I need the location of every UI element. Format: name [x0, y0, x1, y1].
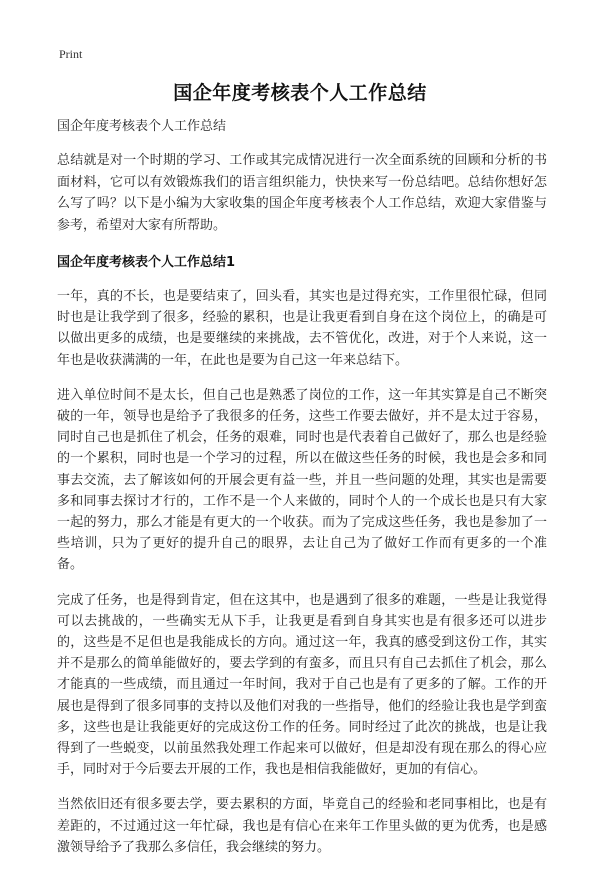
body-paragraph-2: 进入单位时间不是太长，但自己也是熟悉了岗位的工作，这一年其实算是自己不断突破的一年，领导也是给予了我很多的任务，这些工作要去做好，并不是太过于容易，同时自己也是抓住了机会，任务的艰难，同时也是代表着自己做好了，那么也是经验的一个累积，同时也是一个学习的过程，所以在做这些任务的时候，我也是会多和同事去交流，去了解该如何的开展会更有益一些，并且一些问题的处理，其实也是需要多和同事去探讨才行的，工作不是一个人来做的，同时个人的一个成长也是只有大家一起的努力，那么才能是有更大的一个收获。而为了完成这些任务，我也是参加了一些培训，只为了更好的提升自己的眼界，去让自己为了做好工作而有更多的一个准备。	[57, 387, 547, 573]
document-subtitle: 国企年度考核表个人工作总结	[57, 119, 227, 134]
body-paragraph-3: 完成了任务，也是得到肯定，但在这其中，也是遇到了很多的难题，一些是让我觉得可以去挑战的，一些确实无从下手，让我更是看到自身其实也是有很多还可以进步的，这些是不足但也是我能成长的方向。通过这一年，我真的感受到这份工作，其实并不是那么的简单能做好的，要去学到的有蛮多，而且只有自己去抓住了机会，那么才能真的一些成绩，而且通过一年时间，我对于自己也是有了更多的了解。工作的开展也是得到了很多同事的支持以及他们对我的一些指导，他们的经验让我也是学到蛮多，这些也是让我能更好的完成这份工作的任务。同时经过了此次的挑战，也是让我得到了一些蜕变，以前虽然我处理工作起来可以做好，但是却没有现在那么的得心应手，同时对于今后要去开展的工作，我也是相信我能做好，更加的有信心。	[57, 592, 547, 778]
body-paragraph-1: 一年，真的不长，也是要结束了，回头看，其实也是过得充实，工作里很忙碌，但同时也是让我学到了很多，经验的累积，也是让我更看到自身在这个岗位上，的确是可以做出更多的成绩，也是要继续的来挑战，去不管优化，改进，对于个人来说，这一年也是收获满满的一年，在此也是要为自己这一年来总结下。	[57, 289, 547, 368]
document-title: 国企年度考核表个人工作总结	[173, 82, 427, 104]
intro-paragraph: 总结就是对一个时期的学习、工作或其完成情况进行一次全面系统的回顾和分析的书面材料，它可以有效锻炼我们的语言组织能力，快快来写一份总结吧。总结你想好怎么写了吗？以下是小编为大家收集的国企年度考核表个人工作总结，欢迎大家借鉴与参考，希望对大家有所帮助。	[57, 153, 547, 233]
print-link[interactable]: Print	[59, 47, 83, 61]
document-body	[57, 118, 547, 872]
body-paragraph-4: 当然依旧还有很多要去学，要去累积的方面，毕竟自己的经验和老同事相比，也是有差距的，不过通过这一年忙碌，我也是有信心在来年工作里头做的更为优秀，也是感激领导给予了我那么多信任，我会继续的努力。	[57, 797, 547, 855]
section-heading: 国企年度考核表个人工作总结1	[57, 255, 236, 270]
